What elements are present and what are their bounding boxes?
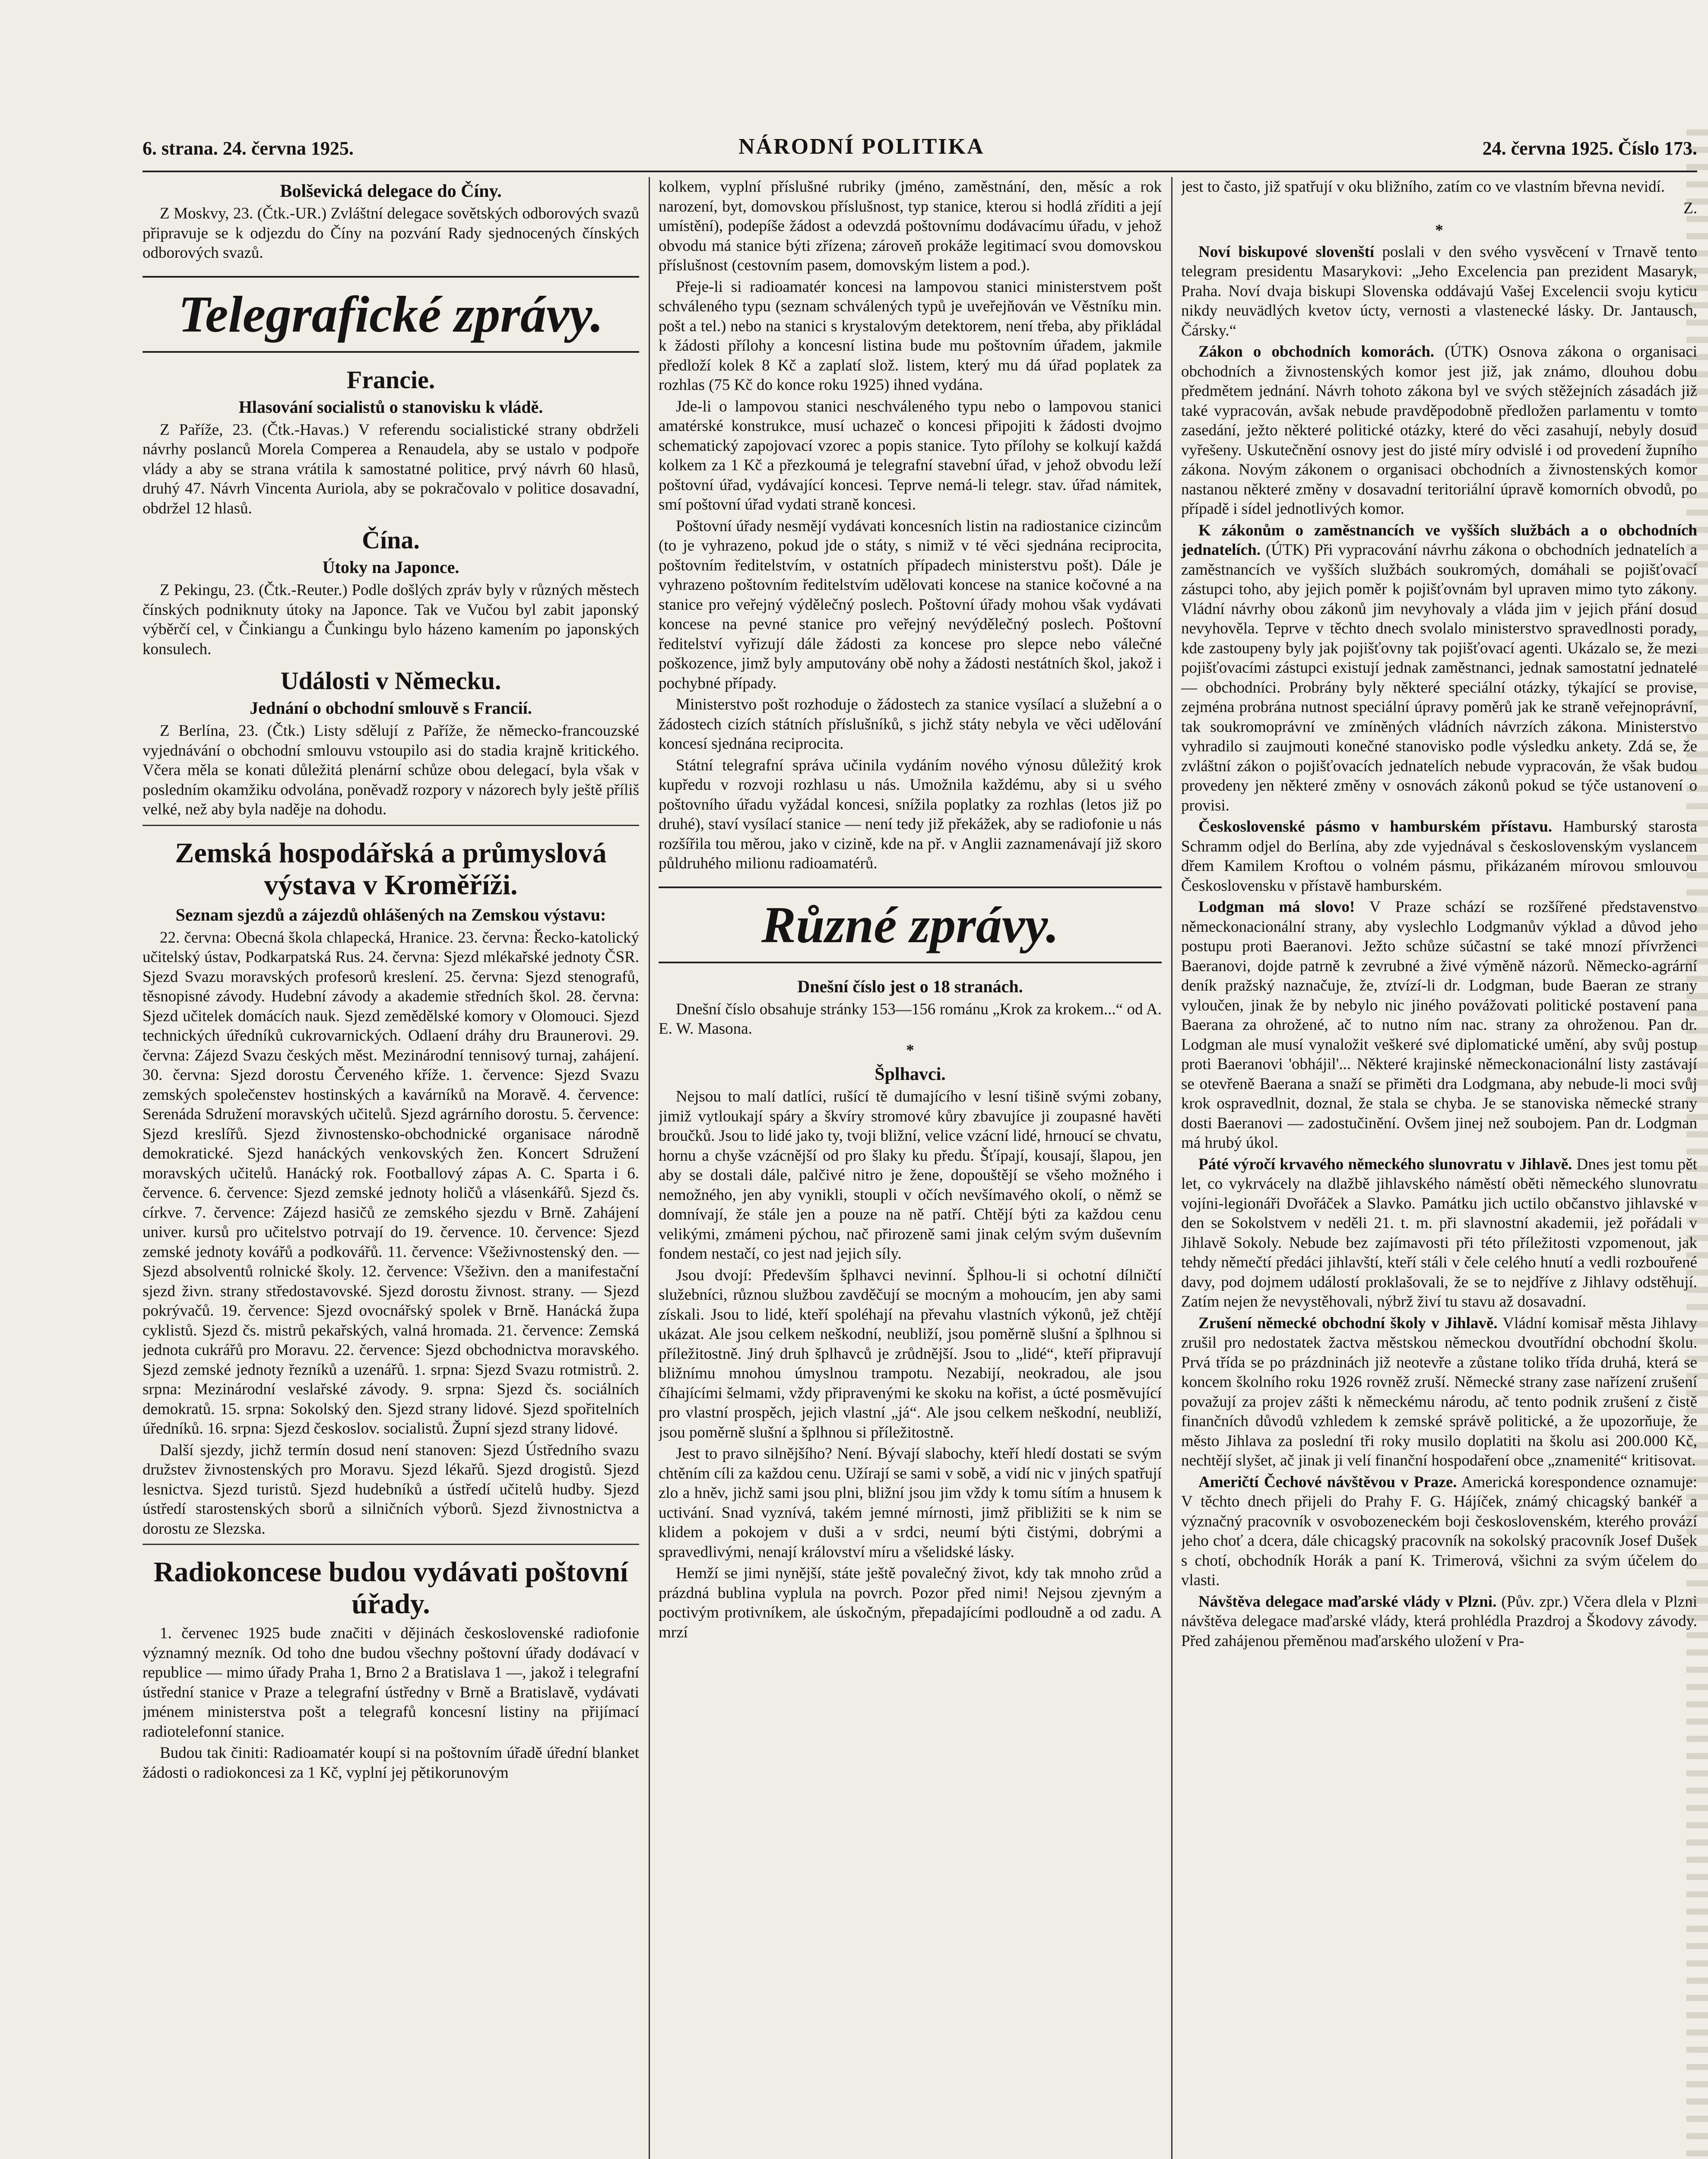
news-text: (ÚTK) Při vypracování návrhu zákona o obchodních jednatelích a zaměstnancích ve vyšších službách soukromých, domáhali se pojišťovací zástupci toho, aby jejich poměr k pojišťovnám byl upraven mimo tyto zákony. Vládní návrhy obou zákonů jim nevyhovaly a vláda jim v jejich přání dosud nevyhověla. Teprve v těchto dnech svolalo ministerstvo spravedlnosti porady, kde zastoupeny byly jak pojišťovny tak pojišťovací agenti. Ukázalo se, že mezi pojišťovacími zástupci existují jednak zaměstnanci, jednak samostatní jednatelé — obchodníci. Probrány byly některé speciální otázky, týkající se provise, zejména probrána nutnost speciální úpravy poměrů jak ke straně veřejnoprávní, tak soukromoprávní ve zmíněných vládních návrzích zákona. Ministerstvo vyhradilo si zaujmouti konečné stanovisko podle výsledku ankety. Zdá se, že zvláštní zákon o pojišťovacích jednatelích nebude vypracován, že však budou provedeny jen některé změny v osnovách zákonů pokud se týče ustanovení o provisi. [1181,541,1697,814]
news-text: Dnes jest tomu pět let, co vykrvácely na dlažbě jihlavského náměstí oběti německého slunovratu vojíni-legionáři Dvořáček a Slavko. Památku jich uctilo občanstvo jihlavské v den se Sokolstvem v neděli 21. t. m. při slavnostní akademii, jež pořádali v Jihlavě Sokoly. Nebude bez zajímavosti při této příležitosti vzpomenout, jak tehdy němečtí předáci jihlavští, kteří stáli v čele celého hnutí a vedli rozbouřené davy, pod dojmem událostí proklašovali, že se to nejdříve z Jihlavy odstěhují. Zatím nejen že nevystěhovali, nýbrž živí tu stavu až dosavadní. [1181,1155,1697,1311]
article-body: Jde-li o lampovou stanici neschváleného typu nebo o lampovou stanici amatérské konstrukce, musí uchazeč o koncesi připojiti k žádosti dvojmo schematický zapojovací vzorec a popis stanice. Tyto přílohy se kolkují každá kolkem za 1 Kč a přezkoumá je telegrafní stavební úřad, v jehož obvodu leží poštovní úřad, vydávající koncesi. Teprve nemá-li telegr. stav. úřad námitek, smí poštovní úřad vydati straně koncesi. [659,397,1162,513]
news-text: (Pův. zpr.) Včera dlela v Plzni návštěva delegace maďarské vlády, která prohlédla Prazdroj a Škodovy závody. Před zahájenou přeměnou maďarského uložení v Pra- [1181,1592,1697,1650]
divider [143,1544,639,1545]
news-lead: K zákonům o zaměstnancích ve vyšších službách a o obchodních jednatelích. [1181,521,1697,559]
article-title: Francie. [346,365,435,394]
article-title: Šplhavci. [875,1064,946,1084]
article-subtitle: Seznam sjezdů a zájezdů ohlášených na Zemskou výstavu: [175,905,606,924]
article-body: Dnešní číslo obsahuje stránky 153—156 románu „Krok za krokem...“ od A. E. W. Masona. [659,1000,1162,1038]
column-1 [143,177,639,2159]
news-item [1181,1314,1697,1471]
news-item [1181,521,1697,816]
article-body: Státní telegrafní správa učinila vydáním nového výnosu důležitý krok kupředu v rozvoji rozhlasu u nás. Umožnila každému, aby si u svého poštovního úřadu vyžádal koncesi, snížila poplatky za rozhlas (letos již po druhé), staví vysílací stanice — není tedy již překážek, aby se radiofonie u nás rozšířila tou měrou, jako v cizině, kde na př. v Anglii zaznamenávají již skoro půldruhého milionu radioamatérů. [659,756,1162,872]
column-2 [659,177,1162,2159]
news-item [1181,242,1697,341]
article-body: Nejsou to malí datlíci, rušící tě dumajícího v lesní tišině svými zobany, jimiž vytloukají spáry a škvíry stromové kůry zbavujíce ji zoupasné havěti broučků. Jsou to lidé jako ty, tvoji bližní, velice vzácní lidé, hrnoucí se chvatu, hornu a chyše vzácnější od pro šlaky ku předu. Šťípají, kousají, šlapou, jen aby se dostali dále, palčivé nitro je žene, dopouštějí se všeho možného i nemožného, jen aby vynikli, stoupli v očích nevšímavého okolí, o němž se domnívají, že stále jen a pouze na ně patří. Chtějí býti za každou cenu velikými, zmámeni pýchou, nač přirozeně sami jinak celým svým duševním fondem nestačí, co jest nad jejich síly. [659,1088,1162,1263]
separator-asterisk: * [1435,222,1443,239]
news-item [1181,1472,1697,1590]
article-title: Bolševická delegace do Číny. [280,181,502,201]
article-body: Jsou dvojí: Především šplhavci nevinní. Šplhou-li si ochotní dílničtí služebníci, různou službou zavděčují se mocným a mohoucím, jen aby sami získali. Jsou to lidé, kteří spoléhají na převahu vlastních výkonů, jež chtějí ukázat. Ale jsou celkem neškodní, neubliží, jsou poměrně slušní a šplhnou si příležitostně. Jiný druh šplhavců je zrůdnější. Jsou to „lidé“, kteří připravují bližnímu mnohou úmyslnou trampotu. Nezabijí, neokradou, ale jsou číhajícími šelmami, vždy připravenými ke skoku na kořist, a úcté posměvující pro vlastní prospěch, jejich vlastní „já“. Ale jsou celkem neškodní, neubliží, jsou poměrně slušní a šplhnou si příležitostně. [659,1266,1162,1441]
article-title: Čína. [362,526,420,554]
header-page-date: 6. strana. 24. června 1925. [143,138,354,159]
news-text: (ÚTK) Osnova zákona o organisaci obchodních a živnostenských komor jest již, jak známo, dlouhou dobu předmětem jednání. Návrh tohoto zákona byl ve svých stěžejních zásadách již také vypracován, avšak nebude pravděpodobně předložen parlamentu v tomto zasedání, ježto některé politické otázky, které do věci zasahují, nebyly dosud vyřešeny. Uskutečnění osnovy jest do jisté míry odvislé i od provedení župního zákona. Novým zákonem o organisaci obchodních a živnostenských komor nastanou některé změny v dosavadní teritoriální úpravě komorních obvodů, po případě i sídel jednotlivých komor. [1181,343,1697,518]
article-title: Dnešní číslo jest o 18 stranách. [797,976,1023,996]
article-body: Poštovní úřady nesmějí vydávati koncesních listin na radiostanice cizincům (to je vyhrazeno, pokud jde o státy, s nimiž v té věci sjednána reciprocita, poštovním ředitelstvím, v ostatních případech ministerstvu pošt). Dále je vyhrazeno poštovním ředitelstvím udělovati koncese na stanice kočovné a na stanice pro veřejný výdělečný poslech. Poštovní úřady mohou však vydávati koncese na pevné stanice pro veřejný nevýdělečný poslech. Poštovní ředitelství vyřizují dále žádosti za koncese pro slepce nebo válečné poškozence, jimž byly amputovány obě nohy a žádosti nestátních škol, jakož i pochybné případy. [659,517,1162,692]
news-lead: Lodgman má slovo! [1198,898,1355,916]
separator-asterisk: * [906,1041,914,1059]
news-text: V Praze schází se rozšířené představenstvo německonacionální strany, aby vyslechlo Lodgmanův výklad a důvod jeho postupu proti Baeranovi. Ježto schůze súčastní se také mnozí přívrženci Baeranovi, dojde patrně k zevrubné a živé výměně názorů. Německo-agrární deník pražský naznačuje, že, ztvízí-li dr. Lodgman, bude Baeran ze strany vyloučen, jinak že by nebylo nic jiného povážovati politické postavení pana Baerana za ohrožené, ač to nutno ním nac. strany za ohroženou. Pan dr. Lodgman ale musí vynaložit veškeré své diplomatické umění, aby svůj postup proti Baeranovi 'obhájil'... Některé krajinské německonacionální listy zastávají se otevřeně Baerana a snaží se přiměti dra Lodgmana, aby nebude-li moci svůj krok ospravedlnit, doznal, že stala se chyba. Je se stanoviska německé strany dosti Baeranovi — zadostučinění. Ovšem jinej než soubojem. Pan dr. Lodgman má hrubý úkol. [1181,898,1697,1152]
news-lead: Návštěva delegace maďarské vlády v Plzni. [1198,1592,1497,1611]
news-lead: Američtí Čechové návštěvou v Praze. [1198,1473,1457,1491]
masthead: NÁRODNÍ POLITIKA [738,134,985,159]
article-title: Události v Německu. [280,667,501,695]
news-lead: Zrušení německé obchodní školy v Jihlavě. [1198,1314,1498,1332]
column-3 [1181,177,1697,2159]
article-body: jest to často, již spatřují v oku bližního, zatím co ve vlastním břevna nevidí. [1181,178,1665,196]
section-banner: Různé zprávy. [659,886,1162,963]
article-body: Hemží se jimi nynější, státe ještě povalečný život, kdy tak mnoho zrůd a prázdná bublina vyplula na povrch. Pozor před nimi! Nejsou zjevným a poctivým protivníkem, ale úskočným, přepadajícími podloudně a od zadu. A mrzí [659,1564,1162,1641]
article-body: 1. červenec 1925 bude značiti v dějinách československé radiofonie významný mezník. Od toho dne budou všechny poštovní úřady dodávací v republice — mimo úřady Praha 1, Brno 2 a Bratislava 1 —, jakož i telegrafní ústřední stanice v Praze a telegrafní ústředny v Brně a Bratislavě, vydávati jménem ministerstva pošt a telegrafů koncesní listiny na přijímací radiotelefonní stanice. [143,1624,639,1741]
article-body: kolkem, vyplní příslušné rubriky (jméno, zaměstnání, den, měsíc a rok narození, byt, domovskou příslušnost, typ stanice, kterou si hodlá zříditi a její umístění), podepíše žádost a odevzdá poštovnímu dodávacímu úřadu, v jehož obvodu má stanice býti zřízena; zároveň prokáže legitimací svou domovskou příslušnost (cestovním pasem, domovským listem a pod.). [659,178,1162,274]
author-signature: Z. [1683,199,1697,217]
news-lead: Páté výročí krvavého německého slunovratu v Jihlavě. [1198,1155,1572,1173]
divider [143,825,639,826]
news-item [1181,342,1697,519]
article-body: Z Moskvy, 23. (Čtk.-UR.) Zvláštní delegace sovětských odborových svazů připravuje se k odjezdu do Číny na pozvání Rady sjednocených čínských odborových svazů. [143,205,639,262]
newspaper-page [143,130,1697,2159]
article-body: Z Paříže, 23. (Čtk.-Havas.) V referendu socialistické strany obdrželi návrhy poslanců Morela Comperea a Renaudela, aby se ustalo v podpoře vlády a aby se strana vrátila k samostatné politice, prvý návrh 60 hlasů, druhý 47. Návrh Vincenta Auriola, aby se pokračovalo v politice dosavadní, obdržel 12 hlasů. [143,421,639,517]
news-text: Americká korespondence oznamuje: V těchto dnech přijeli do Prahy F. G. Hájíček, známý chicagský bankéř a význačný pracovník v osvobozeneckém boji československém, kterého provází jeho choť a dcera, dále chicagský pracovník na sokolský pracovník Josef Dušek s chotí, obchodník Horák a paní K. Trimerová, všichni za svým účelem do vlasti. [1181,1473,1697,1589]
news-text: Hamburský starosta Schramm odjel do Berlína, aby zde vyjednával s československým vyslancem dřem Kamilem Kroftou o volném pásmu, přikázaném mírovou smlouvou Československu v přístavě hamburském. [1181,818,1697,895]
header-issue-number: 24. června 1925. Číslo 173. [1482,138,1697,159]
news-item [1181,1155,1697,1312]
article-body: Další sjezdy, jichž termín dosud není stanoven: Sjezd Ústředního svazu družstev živnostenských pro Moravu. Sjezd lékařů. Sjezd drogistů. Sjezd lesnictva. Sjezd turistů. Sjezd hudebníků a ústředí učitelů hudby. Sjezd ústředí starostenských sborů a silničních výborů. Sjezd živnostnictva a dorostu ze Slezska. [143,1441,639,1538]
news-item [1181,1592,1697,1651]
article-subtitle: Hlasování socialistů o stanovisku k vládě. [238,397,543,417]
article-body: Přeje-li si radioamatér koncesi na lampovou stanici ministerstvem pošt schváleného typu (seznam schválených typů je uveřejňován ve Věstníku min. pošt a tel.) nebo na stanici s krystalovým detektorem, není třeba, aby přikládal k žádosti přílohy a koncesní listina bude mu poštovním úřadem, jakmile předloží kolek 8 Kč a zaplatí slož. listem, který mu dá úřad poplatek za rozhlas (75 Kč do konce roku 1925) ihned vydána. [659,278,1162,394]
article-body: Ministerstvo pošt rozhoduje o žádostech za stanice vysílací a služební a o žádostech cizích státních příslušníků, s jichž státy nebyla ve věci udělování koncesí sjednána reciprocita. [659,696,1162,753]
news-item [1181,897,1697,1153]
article-body: Z Pekingu, 23. (Čtk.-Reuter.) Podle došlých zpráv byly v různých městech čínských podniknuty útoky na Japonce. Tak ve Vučou byl zabit japonský výběrčí cel, v Činkiangu a Čunkingu bylo házeno kamením po japonských konsulech. [143,581,639,658]
page-header [143,130,1697,172]
article-body: 22. června: Obecná škola chlapecká, Hranice. 23. června: Řecko-katolický učitelský ústav, Podkarpatská Rus. 24. června: Sjezd mlékařské jednoty ČSR. Sjezd Svazu moravských profesorů kreslení. 25. června: Sjezd stenografů, těsnopisné závody. Hudební závody a akademie středních škol. 28. června: Sjezd učitelek domácích nauk. Sjezd zemědělské komory v Olomouci. Sjezd technických úředníků cukrovarnických. Odlaení dráhy dru Braunerovi. 29. června: Zájezd Svazu českých měst. Mezinárodní tennisový turnaj, zahájení. 30. června: Sjezd dorostu Červeného kříže. 1. července: Sjezd Svazu zemských společenstev hostinských a kavárníků na Moravě. 4. července: Serenáda Sdružení moravských učitelů. Sjezd agrárního dorostu. 5. července: Sjezd kreslířů. Sjezd živnostensko-obchodnické organisace národně demokratické. Sjezd hanáckých venkovských žen. Koncert Sdružení moravských učitelů. Hanácký rok. Footballový zápas A. C. Sparta i 6. července. 6. července: Sjezd zemské jednoty holičů a vlásenkářů. Sjezd čs. církve. 7. července: Zájezd hasičů ze zemského sjezdu v Brně. Zahájení univer. kursů pro učitelstvo potrvají do 19. července. 10. července: Sjezd zemské jednoty kovářů a podkovářů. 11. července: Všeživnostenský den. — Sjezd absolventů rolnické školy. 12. července: Všeživn. den a manifestační sjezd živn. strany středostavovské. Sjezd dorostu živnost. strany. — Sjezd pokrývačů. 19. července: Sjezd ovocnářský spolek v Brně. Hanácká župa cyklistů. Sjezd čs. mistrů pekařských, valná hromada. 21. července: Zemská jednota cukrářů pro Moravu. 22. července: Sjezd obchodnictva moravského. Sjezd zemské jednoty řezníků a uzenářů. 1. srpna: Sjezd Svazu rotmistrů. 2. srpna: Mezinárodní veslařské závody. 9. srpna: Sjezd čs. sociálních demokratů. 15. srpna: Sokolský den. Sjezd strany lidové. Sjezd spořitelních úředníků. 16. srpna: Sjezd českoslov. socialistů. Župní sjezd strany lidové. [143,928,639,1437]
article-subtitle: Jednání o obchodní smlouvě s Francií. [250,698,532,718]
news-lead: Zákon o obchodních komorách. [1198,343,1435,361]
section-banner: Telegrafické zprávy. [143,276,639,353]
news-text: poslali v den svého vysvěcení v Trnavě tento telegram presidentu Masarykovi: „Jeho Excelencia pan prezident Masaryk, Praha. Noví dvaja biskupi Slovenska oddávajú Vašej Excelencii svoju kyticu nikdy neuvädlých kvetov úcty, vernosti a vlastenecké lásky. Dr. Jantausch, Čársky.“ [1181,243,1697,339]
article-subtitle: Útoky na Japonce. [322,557,459,577]
column-divider [1171,177,1172,2159]
article-title: Radiokoncese budou vydávati poštovní úřady. [153,1556,628,1620]
article-body: Budou tak činiti: Radioamatér koupí si na poštovním úřadě úřední blanket žádosti o radiokoncesi za 1 Kč, vyplní jej pětikorunovým [143,1744,639,1782]
article-body: Z Berlína, 23. (Čtk.) Listy sdělují z Paříže, že německo-francouzské vyjednávání o obchodní smlouvu vstoupilo asi do stadia krajně kritického. Včera měla se konati důležitá plenární schůze obou delegací, byla však v posledním okamžiku odvolána, poněvadž rozpory v názorech byly ještě příliš velké, než aby byla naděje na dohodu. [143,722,639,818]
news-lead: Československé pásmo v hamburském přístavu. [1198,818,1553,836]
news-item [1181,817,1697,896]
article-body: Jest to pravo silnějšího? Není. Bývají slabochy, kteří hledí dostati se svým chtěním cíli za každou cenu. Užírají se sami v sobě, a vidí nic v jiných spatřují zlo a hněv, jichž sami jsou plni, bližní jsou jim vždy k tomu sítím a hnusem k uctivání. Snad vyznívá, takém jemné mírnosti, jimž přibližiti se k nim se klidem a pokojem v duši a v srdci, neumí býti čistými, dobrými a spravedlivými, nenají království míru a všelidské lásky. [659,1445,1162,1561]
article-title: Zemská hospodářská a průmyslová výstava v Kroměříži. [175,837,607,901]
news-text: Vládní komisař města Jihlavy zrušil pro nedostatek žactva městskou německou dvoutřídní obchodní školu. Prvá třída se po prázdninách již neotevře a zůstane toliko třída druhá, která se koncem školního roku 1926 rovněž zruší. Německé strany zase nařízení zrušení považují za projev zášti k německému národu, ač tento podnik zrušení z čistě finančních důvodů vzhledem k zemské správě politické, a že upozorňuje, že město Jihlava za poslední tři roky musilo doplatiti na školu asi 200.000 Kč, nechtějí slyšet, ač jinak ji velí finanční hospodaření obce „znamenité“ kritisovat. [1181,1314,1697,1469]
news-lead: Noví biskupové slovenští [1198,243,1375,261]
column-divider [649,177,650,2159]
